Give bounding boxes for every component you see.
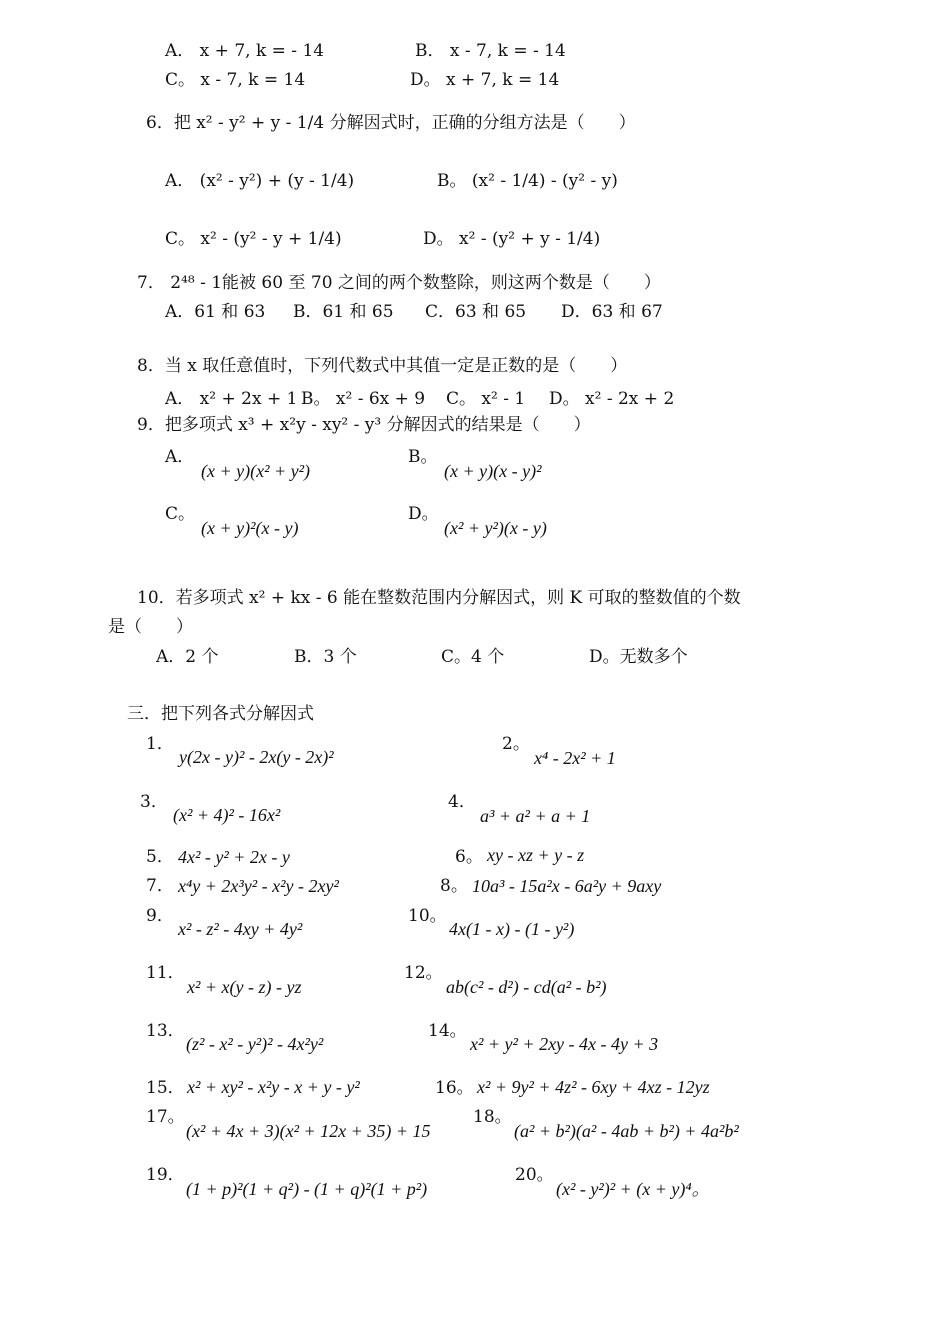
q10-option-c: C。4 个: [441, 647, 505, 667]
q10-stem-line2: 是（ ）: [108, 617, 193, 637]
problem-expression: x⁴ - 2x² + 1: [534, 748, 616, 768]
problem-expression: (x² + 4)² - 16x²: [173, 805, 281, 825]
q5-option-a: A． x + 7, k = - 14: [165, 41, 325, 61]
q9-option-b: (x + y)(x - y)²: [444, 461, 542, 481]
q9-label-c: C。: [165, 504, 196, 524]
problem-expression: x² + xy² - x²y - x + y - y²: [187, 1077, 360, 1097]
problem-label: 8。: [440, 876, 468, 896]
q9-stem: 9．把多项式 x³ + x²y - xy² - y³ 分解因式的结果是（ ）: [137, 415, 591, 435]
problem-label: 3．: [140, 792, 168, 812]
problem-label: 11．: [146, 963, 185, 983]
q10-option-b: B．3 个: [294, 647, 357, 667]
q8-option-d: D。 x² - 2x + 2: [549, 389, 675, 409]
q5-option-c: C。 x - 7, k = 14: [165, 70, 306, 90]
problem-expression: xy - xz + y - z: [487, 845, 585, 865]
problem-label: 19．: [146, 1165, 185, 1185]
q6-option-d: D。 x² - (y² + y - 1/4): [423, 229, 601, 249]
q10-option-a: A．2 个: [156, 647, 219, 667]
q7-option-c: C．63 和 65: [425, 302, 527, 322]
problem-label: 5．: [146, 847, 174, 867]
problem-expression: 4x(1 - x) - (1 - y²): [449, 919, 575, 939]
problem-expression: x² + 9y² + 4z² - 6xy + 4xz - 12yz: [477, 1077, 710, 1097]
problem-label: 1．: [146, 734, 174, 754]
problem-expression: x² + y² + 2xy - 4x - 4y + 3: [470, 1034, 659, 1054]
problem-label: 16。: [435, 1078, 474, 1098]
problem-label: 4．: [448, 792, 476, 812]
problem-expression: x⁴y + 2x³y² - x²y - 2xy²: [178, 876, 339, 896]
q9-label-a: A．: [165, 447, 195, 467]
problem-expression: (z² - x² - y²)² - 4x²y²: [186, 1034, 324, 1054]
problem-label: 17。: [146, 1107, 185, 1127]
q9-label-b: B。: [408, 447, 438, 467]
q9-option-a: (x + y)(x² + y²): [201, 461, 311, 481]
problem-label: 13．: [146, 1021, 185, 1041]
q6-option-a: A． (x² - y²) + (y - 1/4): [165, 171, 355, 191]
problem-expression: (1 + p)²(1 + q²) - (1 + q)²(1 + p²): [186, 1179, 428, 1199]
q9-label-d: D。: [408, 504, 439, 524]
problem-label: 10。: [408, 906, 447, 926]
problem-label: 20。: [515, 1165, 554, 1185]
q6-stem: 6．把 x² - y² + y - 1/4 分解因式时，正确的分组方法是（ ）: [146, 113, 636, 133]
q7-stem: 7． 2⁴⁸ - 1能被 60 至 70 之间的两个数整除，则这两个数是（ ）: [137, 273, 661, 293]
problem-expression: (x² - y²)² + (x + y)⁴。: [556, 1179, 710, 1199]
q5-option-d: D。 x + 7, k = 14: [410, 70, 560, 90]
q6-option-b: B。 (x² - 1/4) - (y² - y): [437, 171, 618, 191]
problem-expression: (x² + 4x + 3)(x² + 12x + 35) + 15: [186, 1121, 431, 1141]
q8-option-a: A． x² + 2x + 1: [165, 389, 298, 409]
problem-expression: y(2x - y)² - 2x(y - 2x)²: [179, 747, 334, 767]
problem-label: 9．: [146, 906, 174, 926]
problem-expression: x² + x(y - z) - yz: [187, 977, 302, 997]
section-3-title: 三．把下列各式分解因式: [127, 704, 314, 724]
problem-expression: 4x² - y² + 2x - y: [178, 847, 290, 867]
q5-option-b: B． x - 7, k = - 14: [415, 41, 566, 61]
problem-label: 15．: [146, 1078, 185, 1098]
q7-option-b: B．61 和 65: [293, 302, 394, 322]
problem-label: 2。: [502, 734, 530, 754]
problem-expression: ab(c² - d²) - cd(a² - b²): [446, 977, 607, 997]
problem-expression: (a² + b²)(a² - 4ab + b²) + 4a²b²: [514, 1121, 739, 1141]
problem-label: 7．: [146, 876, 174, 896]
q8-option-b: B。 x² - 6x + 9: [301, 389, 426, 409]
problem-label: 12。: [404, 963, 443, 983]
q10-option-d: D。无数多个: [589, 647, 688, 667]
problem-label: 6。: [455, 847, 483, 867]
q9-option-c: (x + y)²(x - y): [201, 518, 299, 538]
problem-expression: a³ + a² + a + 1: [480, 806, 591, 826]
problem-label: 14。: [428, 1021, 467, 1041]
q7-option-d: D．63 和 67: [561, 302, 663, 322]
q7-option-a: A．61 和 63: [165, 302, 266, 322]
q10-stem-line1: 10．若多项式 x² + kx - 6 能在整数范围内分解因式，则 K 可取的整数值的个数: [137, 588, 741, 608]
q8-stem: 8．当 x 取任意值时，下列代数式中其值一定是正数的是（ ）: [137, 356, 628, 376]
q8-option-c: C。 x² - 1: [446, 389, 526, 409]
problem-expression: 10a³ - 15a²x - 6a²y + 9axy: [472, 876, 662, 896]
problem-label: 18。: [473, 1107, 512, 1127]
q9-option-d: (x² + y²)(x - y): [444, 518, 547, 538]
problem-expression: x² - z² - 4xy + 4y²: [178, 919, 303, 939]
q6-option-c: C。 x² - (y² - y + 1/4): [165, 229, 342, 249]
